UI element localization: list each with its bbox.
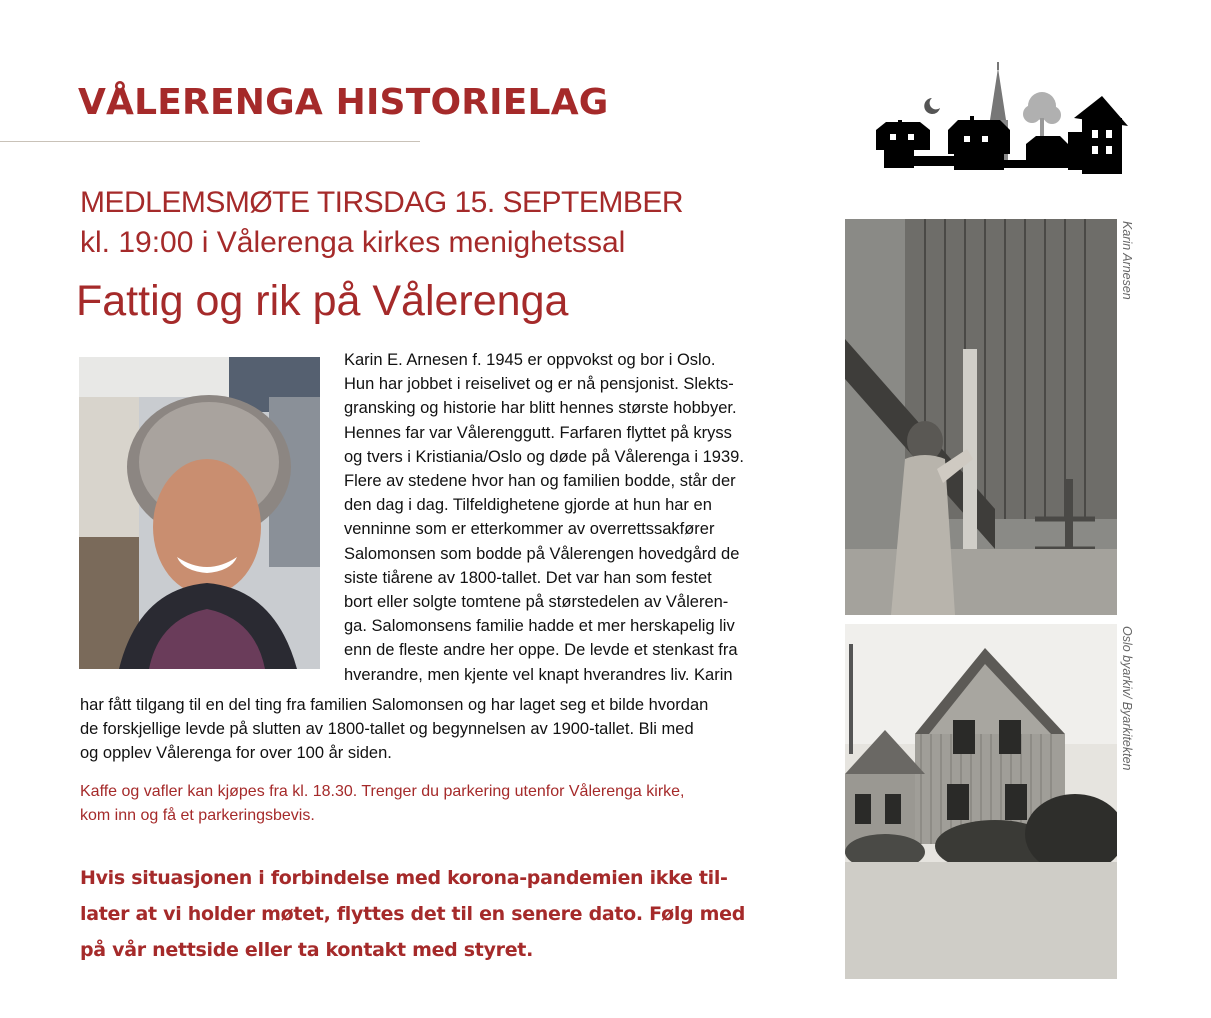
article-body-full-width (80, 693, 708, 766)
title-divider (0, 141, 420, 142)
meeting-time-place: kl. 19:00 i Vålerenga kirkes menighetssal (80, 226, 626, 259)
body-line: enn de fleste andre her oppe. De levde et stenkast fra (344, 641, 738, 660)
meeting-date: MEDLEMSMØTE TIRSDAG 15. SEPTEMBER (80, 186, 684, 219)
body-line: og tvers i Kristiania/Oslo og døde på Vålerenga i 1939. (344, 447, 744, 466)
body-line: Hun har jobbet i reiselivet og er nå pensjonist. Slekts- (344, 375, 734, 394)
portrait-photo (79, 357, 320, 669)
body-line: ga. Salomonsens familie hadde et mer herskapelig liv (344, 617, 735, 636)
photo-credit-top: Karin Arnesen (1120, 221, 1134, 300)
notice-line: på vår nettside eller ta kontakt med styret. (80, 939, 534, 961)
note-line: kom inn og få et parkeringsbevis. (80, 807, 315, 824)
notice-line: later at vi holder møtet, flyttes det til en senere dato. Følg med (80, 903, 746, 925)
covid-notice (80, 860, 745, 968)
notice-line: Hvis situasjonen i forbindelse med korona-pandemien ikke til- (80, 867, 728, 889)
article-headline: Fattig og rik på Vålerenga (76, 277, 569, 325)
photo-credit-bottom: Oslo byarkiv/ Byarkitekten (1120, 626, 1134, 771)
body-line: gransking og historie har blitt hennes største hobbyer. (344, 399, 737, 418)
body-line: den dag i dag. Tilfeldighetene gjorde at hun har en (344, 496, 712, 515)
body-line: har fått tilgang til en del ting fra familien Salomonsen og har laget seg et bilde hvordan (80, 696, 709, 714)
article-body-beside-photo (344, 348, 744, 687)
body-line: Hennes far var Vålerenggutt. Farfaren flyttet på kryss (344, 423, 732, 442)
body-line: venninne som er etterkommer av overrettssakfører (344, 520, 715, 539)
coffee-parking-note (80, 780, 684, 828)
historic-photo-house (845, 624, 1117, 979)
body-line: Karin E. Arnesen f. 1945 er oppvokst og bor i Oslo. (344, 351, 716, 369)
body-line: bort eller solgte tomtene på størstedelen av Våleren- (344, 593, 729, 612)
village-skyline-icon (870, 60, 1132, 180)
body-line: Flere av stedene hvor han og familien bodde, står der (344, 472, 736, 491)
org-title: VÅLERENGA HISTORIELAG (78, 82, 609, 123)
note-line: Kaffe og vafler kan kjøpes fra kl. 18.30. Trenger du parkering utenfor Vålerenga kirke, (80, 783, 685, 800)
body-line: hverandre, men kjente vel knapt hverandres liv. Karin (344, 665, 733, 684)
body-line: Salomonsen som bodde på Vålerengen hovedgård de (344, 544, 740, 563)
body-line: de forskjellige levde på slutten av 1800-tallet og begynnelsen av 1900-tallet. Bli med (80, 720, 694, 739)
body-line: og opplev Vålerenga for over 100 år siden. (80, 744, 392, 763)
body-line: siste tiårene av 1800-tallet. Det var han som festet (344, 568, 712, 587)
historic-photo-woman (845, 219, 1117, 615)
